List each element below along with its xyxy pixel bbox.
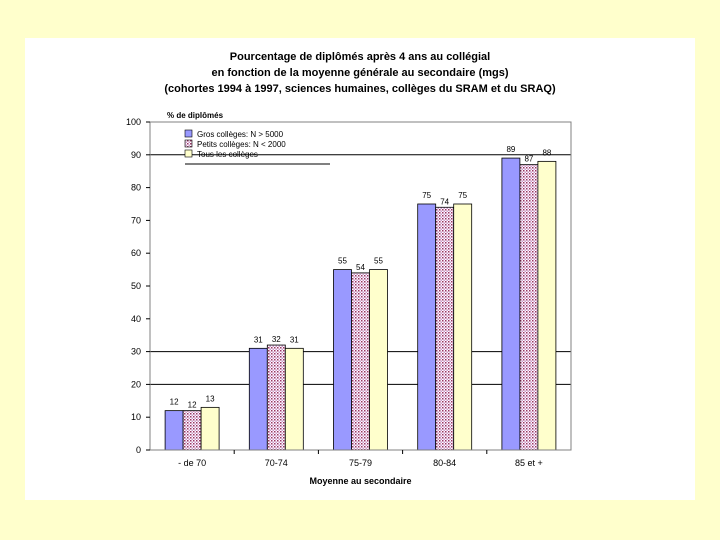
bar-s1-2: [352, 273, 370, 450]
x-tick-label-0: - de 70: [178, 458, 207, 468]
y-axis-title: % de diplômés: [167, 111, 224, 120]
data-label-s2-0: 13: [205, 394, 215, 404]
data-label-s0-0: 12: [169, 397, 179, 407]
bar-s2-0: [201, 407, 219, 450]
legend-label-0: Gros collèges: N > 5000: [197, 130, 284, 139]
chart-title-line-2: en fonction de la moyenne générale au secondaire (mgs): [211, 67, 509, 79]
data-label-s1-3: 74: [440, 197, 450, 207]
legend-label-2: Tous les collèges: [197, 150, 258, 159]
bar-s2-2: [370, 270, 388, 450]
y-tick-label-60: 60: [130, 248, 141, 259]
bar-s0-0: [165, 411, 183, 450]
data-label-s2-4: 88: [542, 148, 552, 158]
x-axis-title: Moyenne au secondaire: [309, 476, 412, 486]
bar-s0-3: [418, 204, 436, 450]
bar-chart: [25, 38, 695, 500]
data-label-s0-2: 55: [338, 256, 347, 266]
chart-panel: [25, 38, 695, 500]
y-tick-label-30: 30: [130, 346, 141, 357]
data-label-s2-3: 75: [458, 191, 468, 200]
legend-swatch-2: [185, 150, 192, 157]
y-tick-label-40: 40: [130, 313, 141, 324]
bar-s0-4: [502, 158, 520, 450]
y-tick-label-0: 0: [135, 445, 141, 455]
y-tick-label-90: 90: [130, 149, 141, 160]
x-tick-label-3: 80-84: [433, 458, 457, 468]
data-label-s1-1: 32: [271, 335, 281, 345]
chart-title-line-1: Pourcentage de diplômés après 4 ans au collégial: [229, 51, 491, 63]
y-tick-label-20: 20: [130, 379, 141, 390]
bar-s1-4: [520, 165, 538, 450]
bar-s0-1: [249, 348, 267, 450]
bar-s2-3: [454, 204, 472, 450]
legend-label-1: Petits collèges: N < 2000: [197, 140, 286, 149]
x-tick-label-4: 85 et +: [515, 458, 543, 468]
bar-s0-2: [334, 270, 352, 450]
y-tick-label-50: 50: [130, 281, 141, 291]
data-label-s1-4: 87: [524, 154, 534, 164]
y-tick-label-100: 100: [125, 117, 141, 127]
legend-swatch-1: [185, 140, 192, 147]
y-tick-label-80: 80: [130, 182, 141, 193]
data-label-s1-2: 54: [356, 262, 365, 272]
data-label-s1-0: 12: [187, 400, 197, 410]
x-tick-label-1: 70-74: [264, 458, 288, 468]
x-tick-label-2: 75-79: [348, 458, 373, 468]
data-label-s2-1: 31: [289, 335, 299, 345]
bar-s2-4: [538, 161, 556, 450]
bar-s1-0: [183, 411, 201, 450]
bar-s1-1: [267, 345, 285, 450]
y-tick-label-10: 10: [130, 412, 141, 423]
y-tick-label-70: 70: [130, 215, 141, 226]
chart-title-line-3: (cohortes 1994 à 1997, sciences humaines, collèges du SRAM et du SRAQ): [164, 83, 556, 95]
data-label-s0-4: 89: [506, 145, 516, 155]
data-label-s0-1: 31: [253, 335, 263, 345]
data-label-s2-2: 55: [374, 256, 383, 266]
legend-swatch-0: [185, 130, 192, 137]
bar-s1-3: [436, 207, 454, 450]
bar-s2-1: [285, 348, 303, 450]
data-label-s0-3: 75: [422, 191, 432, 200]
